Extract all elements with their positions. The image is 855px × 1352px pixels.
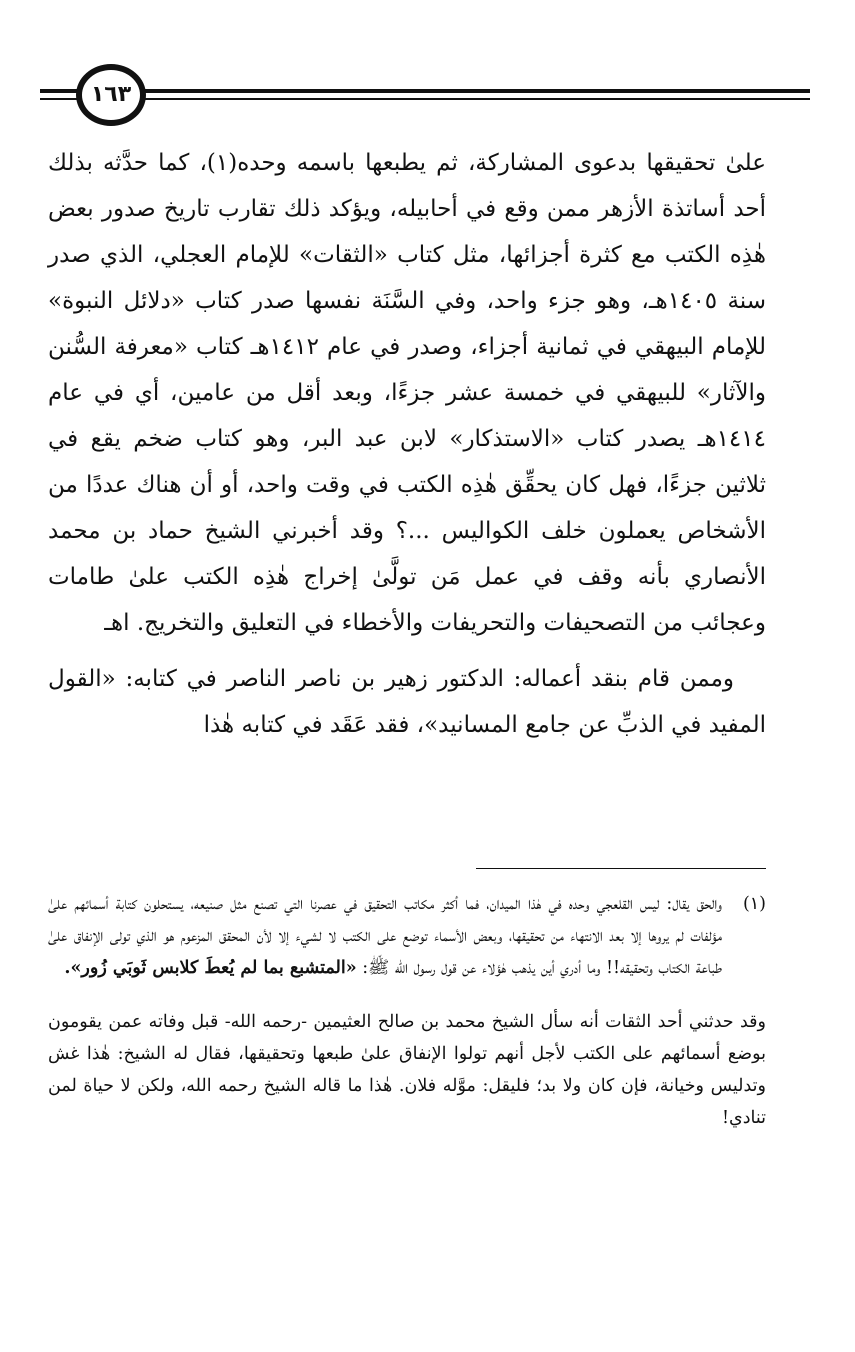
header-rule-thin xyxy=(140,98,810,100)
footnote-divider xyxy=(476,868,766,869)
footnote-marker: (١) xyxy=(742,894,766,914)
header-rule-left-thin xyxy=(40,98,80,100)
footnotes xyxy=(48,888,766,1134)
page-header xyxy=(40,62,810,132)
footnote-1 xyxy=(48,888,766,984)
page-number-badge xyxy=(76,64,146,126)
footnote-1-body xyxy=(48,888,722,984)
page-number: ١٦٣ xyxy=(90,82,132,107)
paragraph-2: وممن قام بنقد أعماله: الدكتور زهير بن ناصر الناصر في كتابه: «القول المفيد في الذبِّ عن جامع المسانيد»، فقد عَقَد في كتابه هٰذا xyxy=(48,666,766,738)
footnote-1-continuation: وقد حدثني أحد الثقات أنه سأل الشيخ محمد بن صالح العثيمين -رحمه الله- قبل وفاته عمن يقومون بوضع أسمائهم على الكتب لأجل أنهم تولوا الإنفاق علىٰ طبعها وتحقيقها، فقال له الشيخ: هٰذا غش وتدليس وخيانة، فإن كان ولا بد؛ فليقل: موَّله فلان. هٰذا ما قاله الشيخ رحمه الله، ولكن لا حياة لمن تنادي! xyxy=(48,1012,766,1128)
footnote-1-text: والحق يقال: ليس القلعجي وحده في هٰذا الميدان، فما أكثر مكاتب التحقيق في عصرنا التي تصنع مثل صنيعه، يستحلون كتابة أسمائهم علىٰ مؤلفات لم يروها إلا بعد الانتهاء من تحقيقها، وبعض الأسماء توضع على الكتب لا لشيء إلا لأن المحقق المزعوم هو الذي تولى الإنفاق علىٰ طباعة الكتاب وتحقيقه!! وما أدري أين يذهب هٰؤلاء عن قول رسول الله ﷺ: xyxy=(48,894,722,978)
paragraph-1: علىٰ تحقيقها بدعوى المشاركة، ثم يطبعها باسمه وحده(١)، كما حدَّثه بذلك أحد أساتذة الأزهر ممن وقع في أحابيله، ويؤكد ذلك تقارب تاريخ صدور بعض هٰذِه الكتب مع كثرة أجزائها، مثل كتاب «الثقات» للإمام العجلي، الذي صدر سنة ١٤٠٥هـ، وهو جزء واحد، وفي السَّنَة نفسها صدر كتاب «دلائل النبوة» للإمام البيهقي في ثمانية أجزاء، وصدر في عام ١٤١٢هـ كتاب «معرفة السُّنن والآثار» للبيهقي في خمسة عشر جزءًا، وبعد أقل من عامين، أي في عام ١٤١٤هـ يصدر كتاب «الاستذكار» لابن عبد البر، وهو كتاب ضخم يقع في ثلاثين جزءًا، فهل كان يحقِّق هٰذِه الكتب في وقت واحد، أو أن هناك عددًا من الأشخاص يعملون خلف الكواليس ...؟ وقد أخبرني الشيخ حماد بن محمد الأنصاري بأنه وقف في عمل مَن تولَّىٰ إخراج هٰذِه الكتب علىٰ طامات وعجائب من التصحيفات والتحريفات والأخطاء في التعليق والتخريج. اهـ xyxy=(48,150,766,636)
main-text xyxy=(48,140,766,748)
header-rule-thick xyxy=(140,89,810,93)
header-rule-left-thick xyxy=(40,89,80,93)
footnote-1-hadith-quote: «المتشبع بما لم يُعطَ كلابس ثَوبَي زُور». xyxy=(64,958,357,978)
